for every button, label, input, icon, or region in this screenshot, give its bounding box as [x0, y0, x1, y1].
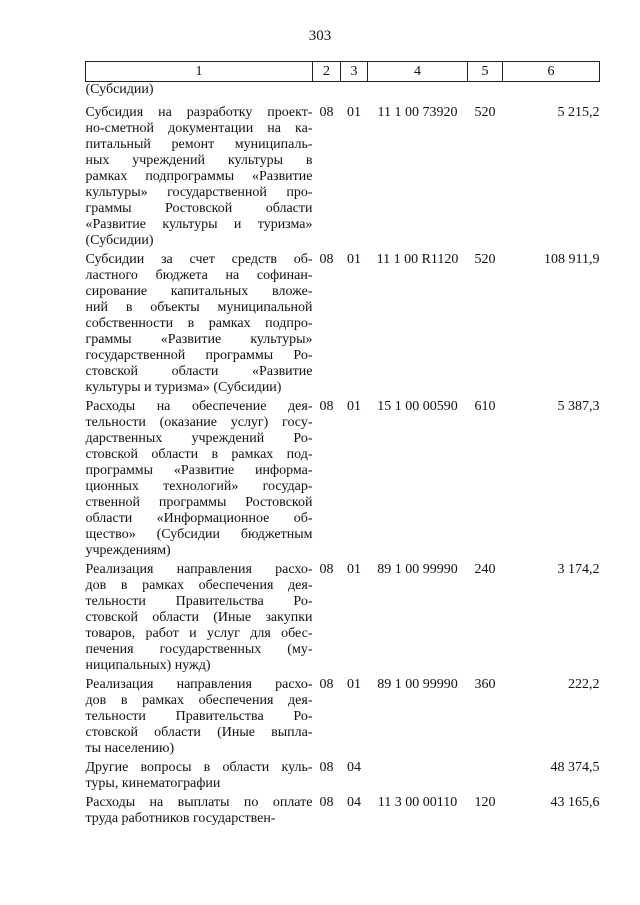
- amount-value: 5 387,3: [557, 399, 600, 414]
- description-line: тельности Правительства Ро-: [85, 594, 313, 609]
- subsection-code: 01: [347, 399, 361, 414]
- description-line: культуры» государственной про-: [85, 185, 313, 200]
- description-line: питальный ремонт муниципаль-: [85, 137, 313, 152]
- description-line: печения государственных (му-: [85, 642, 313, 657]
- description-line: Расходы на обеспечение дея-: [85, 399, 313, 414]
- description-line: Реализация направления расхо-: [85, 677, 313, 692]
- description-line: граммы «Развитие культуры»: [85, 332, 313, 347]
- description-line: учреждениям): [85, 543, 171, 558]
- column-header-6: 6: [503, 62, 600, 82]
- amount-value: 43 165,6: [550, 795, 600, 810]
- description-line: стовской области «Развитие: [85, 364, 313, 379]
- description-line: труда работников государствен-: [85, 811, 276, 826]
- description-line: Субсидии за счет средств об-: [85, 252, 313, 267]
- subsection-code: 01: [347, 562, 361, 577]
- description-line: стовской области в рамках под-: [85, 447, 313, 462]
- description-line: (Субсидии): [85, 233, 154, 248]
- subsection-code: 04: [347, 760, 361, 775]
- row-description: [86, 561, 313, 676]
- section-code: 08: [319, 252, 334, 267]
- table-row: [86, 676, 600, 759]
- target-article-code: 11 1 00 73920: [377, 105, 458, 120]
- section-code: 08: [319, 677, 334, 692]
- target-article-code: 11 3 00 00110: [377, 795, 458, 810]
- description-line: ты населению): [85, 741, 175, 756]
- table-header-row: [86, 62, 600, 82]
- description-line: ниципальных) нужд): [85, 658, 211, 673]
- expense-type-code: [468, 759, 503, 794]
- amount-value: 108 911,9: [544, 252, 600, 267]
- column-header-3: 3: [341, 62, 368, 82]
- row-description: [86, 398, 313, 561]
- description-line: Субсидия на разработку проект-: [85, 105, 313, 120]
- amount-value: 3 174,2: [557, 562, 600, 577]
- column-header-2: 2: [313, 62, 341, 82]
- expense-type-code: 520: [474, 252, 496, 267]
- subsection-code: 04: [347, 795, 361, 810]
- description-line: рамках подпрограммы «Развитие: [85, 169, 313, 184]
- description-line: щество» (Субсидии бюджетным: [85, 527, 313, 542]
- description-line: стовской области (Иные выпла-: [85, 725, 313, 740]
- expense-type-code: 360: [474, 677, 496, 692]
- subsection-code: 01: [347, 252, 361, 267]
- description-line: товаров, работ и услуг для обес-: [85, 626, 313, 641]
- row-description: [86, 676, 313, 759]
- target-article-code: 89 1 00 99990: [377, 562, 458, 577]
- table-row: [86, 561, 600, 676]
- target-article-code: 89 1 00 99990: [377, 677, 458, 692]
- column-header-4: 4: [368, 62, 468, 82]
- continuation-row: [86, 82, 600, 101]
- page-number: 303: [308, 28, 332, 44]
- expense-type-code: 520: [474, 105, 496, 120]
- continuation-text: (Субсидии): [85, 82, 154, 97]
- section-code: 08: [319, 399, 334, 414]
- description-line: ластного бюджета на софинан-: [85, 268, 313, 283]
- description-line: дов в рамках обеспечения дея-: [85, 578, 313, 593]
- column-header-1: 1: [86, 62, 313, 82]
- description-line: дарственных учреждений Ро-: [85, 431, 313, 446]
- amount-value: 222,2: [568, 677, 600, 692]
- description-line: Другие вопросы в области куль-: [85, 760, 313, 775]
- section-code: 08: [319, 105, 334, 120]
- budget-table: [85, 61, 600, 829]
- description-line: государственной программы Ро-: [85, 348, 313, 363]
- section-code: 08: [319, 795, 334, 810]
- target-article-code: [368, 759, 468, 794]
- amount-value: 5 215,2: [557, 105, 600, 120]
- row-description: [86, 794, 313, 829]
- expense-type-code: 610: [474, 399, 496, 414]
- target-article-code: 11 1 00 R1120: [376, 252, 459, 267]
- description-line: собственности в рамках подпро-: [85, 316, 313, 331]
- description-line: тельности (оказание услуг) госу-: [85, 415, 313, 430]
- subsection-code: 01: [347, 105, 361, 120]
- column-header-5: 5: [468, 62, 503, 82]
- description-line: ных учреждений культуры в: [85, 153, 313, 168]
- description-line: тельности Правительства Ро-: [85, 709, 313, 724]
- row-description: [86, 251, 313, 398]
- description-line: ственной программы Ростовской: [85, 495, 313, 510]
- table-body: [86, 82, 600, 830]
- description-line: ционных технологий» государ-: [85, 479, 313, 494]
- section-code: 08: [319, 562, 334, 577]
- table-row: [86, 759, 600, 794]
- table-row: [86, 398, 600, 561]
- description-line: но-сметной документации на ка-: [85, 121, 313, 136]
- table-row: [86, 100, 600, 251]
- description-line: Расходы на выплаты по оплате: [85, 795, 313, 810]
- description-line: ний в объекты муниципальной: [85, 300, 313, 315]
- description-line: «Развитие культуры и туризма»: [85, 217, 313, 232]
- expense-type-code: 240: [474, 562, 496, 577]
- subsection-code: 01: [347, 677, 361, 692]
- expense-type-code: 120: [474, 795, 496, 810]
- description-line: программы «Развитие информа-: [85, 463, 313, 478]
- row-description: [86, 759, 313, 794]
- description-line: граммы Ростовской области: [85, 201, 313, 216]
- section-code: 08: [319, 760, 334, 775]
- description-line: дов в рамках обеспечения дея-: [85, 693, 313, 708]
- description-line: области «Информационное об-: [85, 511, 313, 526]
- description-line: стовской области (Иные закупки: [85, 610, 313, 625]
- row-description: [86, 100, 313, 251]
- description-line: туры, кинематографии: [85, 776, 221, 791]
- description-line: сирование капитальных вложе-: [85, 284, 313, 299]
- description-line: культуры и туризма» (Субсидии): [85, 380, 282, 395]
- table-row: [86, 794, 600, 829]
- description-line: Реализация направления расхо-: [85, 562, 313, 577]
- amount-value: 48 374,5: [550, 760, 600, 775]
- table-row: [86, 251, 600, 398]
- target-article-code: 15 1 00 00590: [377, 399, 458, 414]
